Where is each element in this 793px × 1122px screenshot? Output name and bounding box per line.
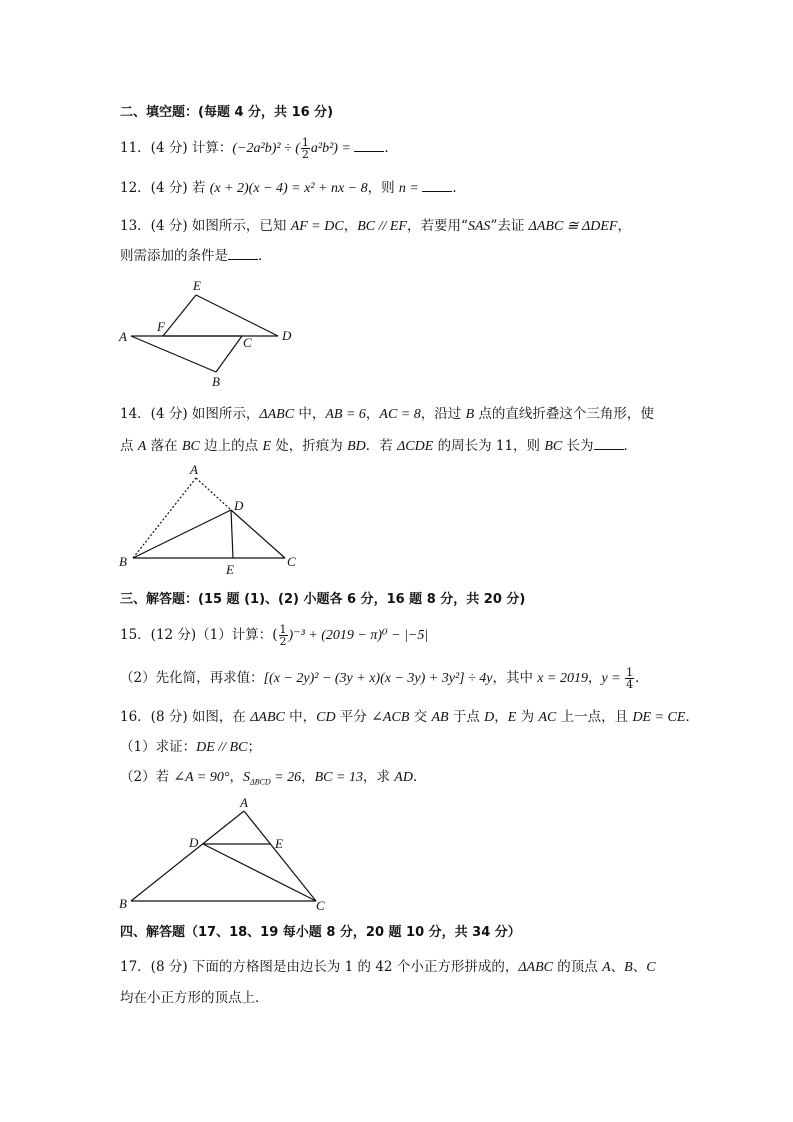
q15-text-c: （2）先化简，再求值： <box>120 670 264 686</box>
q14-text-g: 落在 <box>146 438 182 454</box>
q15-end: ． <box>635 670 649 686</box>
q16-p1-end: ； <box>247 739 261 755</box>
fig16-label-D: D <box>189 835 199 850</box>
q16-ab: AB <box>431 710 449 725</box>
fig14-label-A: A <box>190 462 198 477</box>
q16-p2-angle: ∠A = 90° <box>173 770 230 785</box>
q16-p2-sep-2: ， <box>301 769 315 785</box>
q16-text-g: 为 <box>516 709 539 725</box>
q16-ac: AC <box>538 710 557 725</box>
q16-de-ce: DE = CE <box>632 710 686 725</box>
q16-text-i: ． <box>685 709 699 725</box>
q15-expression-2: [(x − 2y)² − (3y + x)(x − 3y) + 3y²] ÷ 4y <box>263 671 493 686</box>
question-17-line-2 <box>120 988 269 1008</box>
q16-p2-area-s: S <box>242 770 250 785</box>
q13-line-2-text: 则需添加的条件是 <box>120 248 228 264</box>
q14-bd: BD <box>347 439 366 454</box>
q16-p2-end: ． <box>412 769 427 785</box>
q16-text-e: 于点 <box>448 709 485 725</box>
section-heading-solve-3: 三、解答题：(15 题 (1)、(2) 小题各 6 分，16 题 8 分，共 20 分) <box>120 592 526 607</box>
q14-ab: AB = 6 <box>325 407 366 422</box>
q13-sep: ， <box>343 218 358 234</box>
q14-text-d: ，沿过 <box>420 406 466 422</box>
section-heading-solve-4: 四、解答题（17、18、19 每小题 8 分，20 题 10 分，共 34 分） <box>120 925 521 940</box>
q15-text-e: ， <box>587 670 602 686</box>
q16-text-h: 上一点，且 <box>556 709 633 725</box>
q16-p2-area-value: = 26 <box>270 770 302 785</box>
q14-cde: ΔCDE <box>397 439 434 454</box>
q13-sas: SAS <box>467 219 491 234</box>
q17-text-b: 的顶点 <box>553 959 603 975</box>
q16-p2-sep: ， <box>229 769 243 785</box>
q16-e: E <box>507 710 517 725</box>
q13-cond-1: AF = DC <box>290 219 344 234</box>
q16-p1-statement: DE // BC <box>196 740 248 755</box>
q11-expression: (−2a²b)² ÷ ( <box>232 141 300 156</box>
q16-text-f: ， <box>494 709 508 725</box>
q13-congruence: ΔABC ≅ ΔDEF <box>528 219 618 234</box>
q17-b: B <box>624 960 633 975</box>
fig16-label-A: A <box>240 795 248 810</box>
q15-text-a: 15．(12 分)（1）计算：( <box>120 627 278 643</box>
q17-triangle: ΔABC <box>518 960 553 975</box>
q14-a: A <box>137 439 147 454</box>
q15-frac-numerator: 1 <box>279 623 287 636</box>
q16-p2-text: ，求 <box>362 769 395 785</box>
fig13-label-C: C <box>243 335 252 350</box>
q13-end: ． <box>258 248 272 264</box>
fig13-label-D: D <box>282 328 292 343</box>
q13-text-d: ， <box>617 218 631 234</box>
q13-text-c: ”去证 <box>490 218 529 234</box>
q11-number: 11．(4 分) 计算： <box>120 140 233 156</box>
fig14-label-C: C <box>287 554 296 569</box>
q14-text-h: 边上的点 <box>199 438 263 454</box>
q13-cond-2: BC // EF <box>357 219 407 234</box>
fig14-label-E: E <box>226 562 234 577</box>
q14-text-a: 14．(4 分) 如图所示， <box>120 406 260 422</box>
q15-frac-denominator: 2 <box>279 635 287 648</box>
q17-a: A <box>602 960 611 975</box>
q16-p2-label: （2）若 <box>120 769 174 785</box>
q12-variable: n = <box>398 181 423 196</box>
fig14-label-B: B <box>119 554 127 569</box>
fig16-segment-DC <box>203 844 316 901</box>
q14-text-i: 处，折痕为 <box>271 438 348 454</box>
fig13-label-B: B <box>212 374 220 389</box>
q16-text-c: 平分 <box>335 709 372 725</box>
q16-p2-area-sub: ΔBCD <box>249 777 271 787</box>
q14-e: E <box>262 439 271 454</box>
q17-line-2-text: 均在小正方形的顶点上． <box>120 990 269 1006</box>
q14-text-e: 点的直线折叠这个三角形，使 <box>474 406 654 422</box>
q14-text-j: ．若 <box>365 438 398 454</box>
q11-end: ． <box>384 140 398 156</box>
q11-frac-numerator: 1 <box>301 136 309 149</box>
q17-text-a: 17．(8 分) 下面的方格图是由边长为 1 的 42 个小正方形拼成的， <box>120 959 519 975</box>
q15-y-label: y = <box>601 671 625 686</box>
fig16-segment-AC <box>244 811 316 901</box>
q16-p2-bc: BC = 13 <box>314 770 363 785</box>
q13-text-b: ，若要用“ <box>406 218 468 234</box>
q17-sep-2: 、 <box>632 959 647 975</box>
q12-mid: ，则 <box>367 180 399 196</box>
q16-cd: CD <box>316 710 336 725</box>
q16-text-a: 16．(8 分) 如图，在 <box>120 709 251 725</box>
q15-y-numerator: 1 <box>626 666 634 679</box>
fig16-label-C: C <box>316 898 325 913</box>
q14-triangle: ΔABC <box>259 407 295 422</box>
q13-text-a: 13．(4 分) 如图所示，已知 <box>120 218 291 234</box>
q16-d: D <box>484 710 495 725</box>
q14-text-k: 的周长为 11，则 <box>433 438 545 454</box>
fig13-label-F: F <box>157 319 165 334</box>
q12-expression: (x + 2)(x − 4) = x² + nx − 8 <box>209 181 368 196</box>
q17-sep-1: 、 <box>610 959 625 975</box>
q16-p2-ad: AD <box>394 770 413 785</box>
q16-triangle: ΔABC <box>250 710 285 725</box>
q12-number: 12．(4 分) 若 <box>120 180 210 196</box>
section-heading-fill-in: 二、填空题：(每题 4 分，共 16 分) <box>120 105 334 120</box>
q15-text-d: ，其中 <box>492 670 538 686</box>
q14-text-c: ， <box>365 406 380 422</box>
q14-text-l: 长为 <box>562 438 594 454</box>
q14-text-b: 中， <box>294 406 326 422</box>
fig16-label-B: B <box>119 896 127 911</box>
q12-end: ． <box>452 180 466 196</box>
fig13-label-A: A <box>119 329 127 344</box>
q16-p1-label: （1）求证： <box>120 739 197 755</box>
q15-expression: )⁻³ + (2019 − π)⁰ − |−5| <box>288 628 429 643</box>
q14-text-f: 点 <box>120 438 138 454</box>
fig13-label-E: E <box>193 278 201 293</box>
q17-c: C <box>646 960 656 975</box>
q14-bc: BC <box>181 439 200 454</box>
fig16-label-E: E <box>275 836 283 851</box>
q14-b: B <box>465 407 475 422</box>
q14-ac: AC = 8 <box>379 407 421 422</box>
q15-y-denominator: 4 <box>626 678 634 691</box>
q16-text-d: 交 <box>409 709 432 725</box>
q14-bc-2: BC <box>544 439 563 454</box>
q16-angle: ∠ACB <box>371 710 410 725</box>
fig14-label-D: D <box>234 498 244 513</box>
question-17-line-1 <box>120 957 656 978</box>
q16-text-b: 中， <box>284 709 317 725</box>
q15-x-value: x = 2019 <box>537 671 588 686</box>
q14-end: ． <box>623 438 638 454</box>
q11-frac-denominator: 2 <box>301 148 309 161</box>
q11-expression-2: a²b²) = <box>310 141 355 156</box>
